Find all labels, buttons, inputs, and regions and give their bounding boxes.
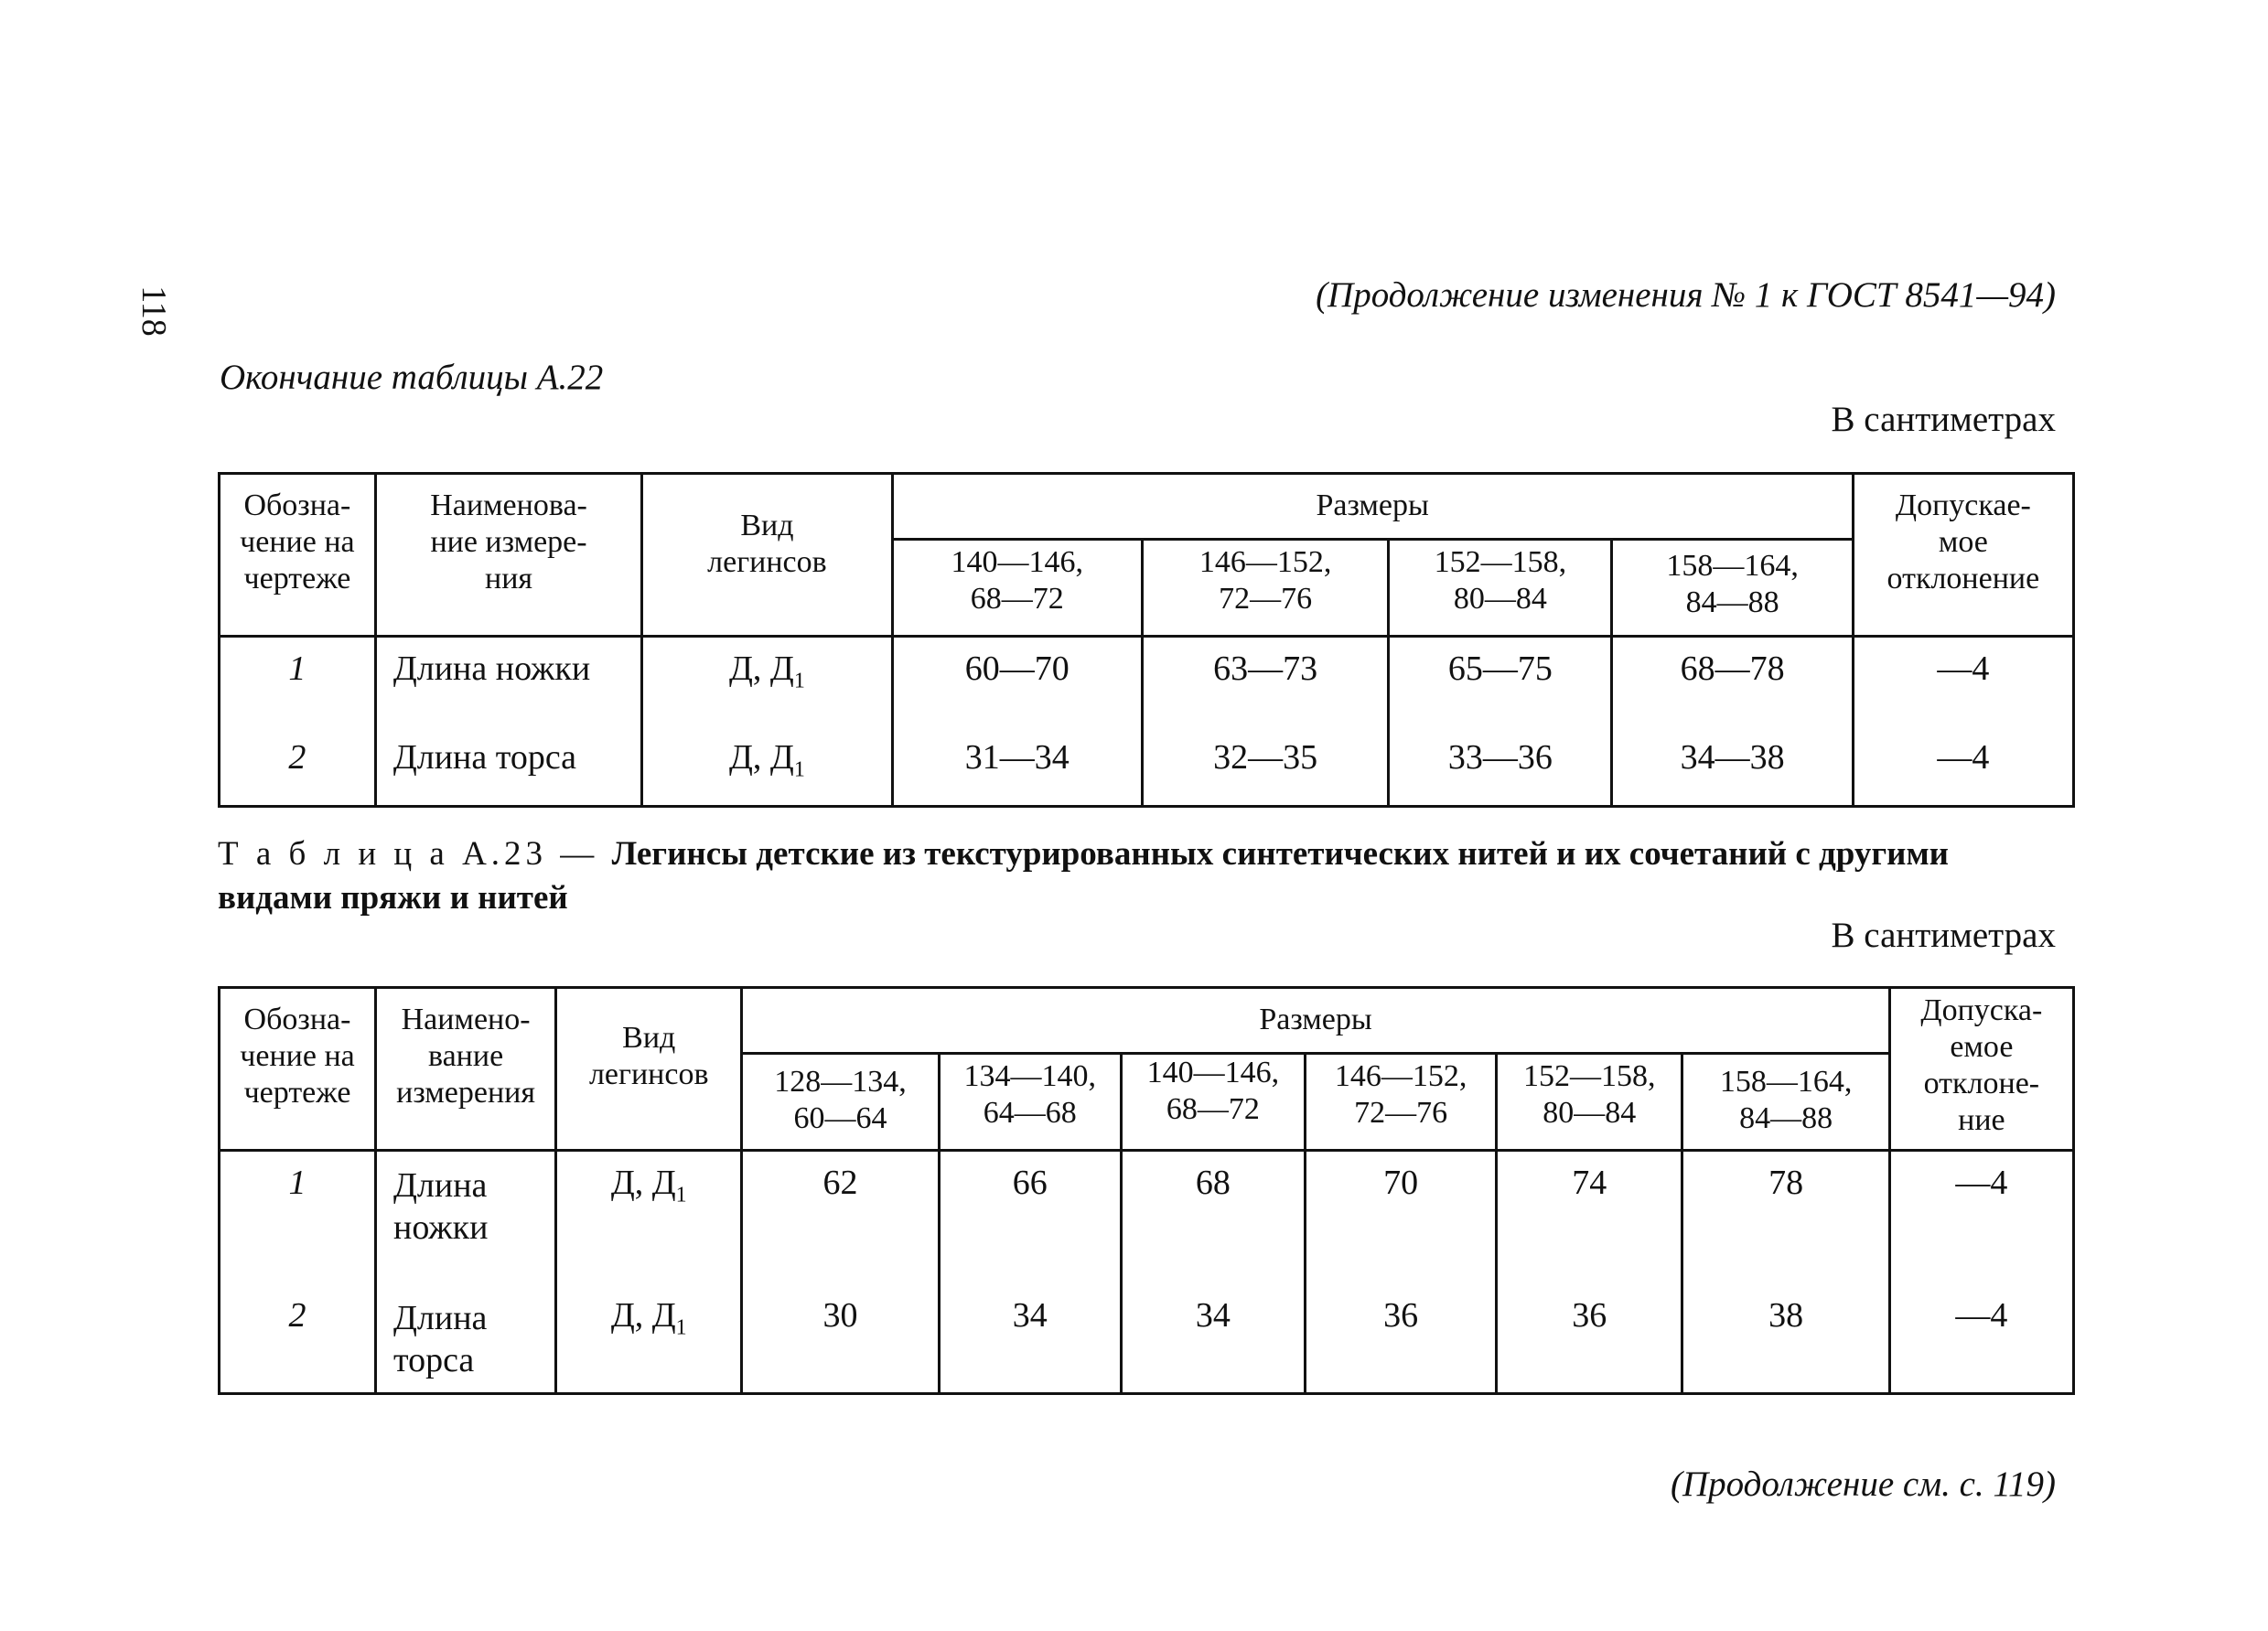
table-a23-title [218,832,2057,920]
row-leggings-kind: Д, $Д_1$ [556,1151,742,1284]
row-designation: 2 [220,726,376,807]
row-designation: 2 [220,1284,376,1394]
row-leggings-kind: Д, $Д_1$ [642,726,892,807]
row-value: 32—35 [1142,726,1388,807]
row-value: 68—78 [1612,637,1853,726]
size-column-header: 158—164, 84—88 [1612,540,1853,637]
header-tolerance: Допуска- емое отклоне- ние [1889,988,2073,1151]
row-tolerance: —4 [1889,1284,2073,1394]
size-column-header: 128—134, 60—64 [742,1054,939,1151]
size-column-header: 152—158, 80—84 [1389,540,1612,637]
row-value: 34—38 [1612,726,1853,807]
row-value: 63—73 [1142,637,1388,726]
row-designation: 1 [220,637,376,726]
row-tolerance: —4 [1889,1151,2073,1284]
row-tolerance: —4 [1853,726,2073,807]
row-measurement-name: Длина торса [376,1284,556,1394]
row-tolerance: —4 [1853,637,2073,726]
table-a22 [218,472,2075,808]
row-value: 68 [1121,1151,1305,1284]
size-column-header: 146—152, 72—76 [1305,1054,1496,1151]
row-value: 30 [742,1284,939,1394]
row-measurement-name: Длина ножки [375,637,641,726]
size-column-header: 158—164, 84—88 [1682,1054,1889,1151]
row-value: 33—36 [1389,726,1612,807]
row-leggings-kind: Д, $Д_1$ [642,637,892,726]
page-number: 118 [134,285,173,337]
row-value: 62 [742,1151,939,1284]
size-column-header: 134—140, 64—68 [939,1054,1121,1151]
row-value: 34 [939,1284,1121,1394]
row-value: 31—34 [892,726,1142,807]
header-kind: Вид легинсов [642,474,892,637]
footer-note: (Продолжение см. с. 119) [1671,1465,2056,1504]
header-sizes: Размеры [742,988,1889,1054]
row-value: 66 [939,1151,1121,1284]
header-name: Наимено- вание измерения [376,988,556,1151]
table-a23-units: В сантиметрах [1831,916,2056,955]
table-a22-units: В сантиметрах [1831,400,2056,439]
size-column-header: 140—146, 68—72 [892,540,1142,637]
row-leggings-kind: Д, $Д_1$ [556,1284,742,1394]
row-value: 36 [1305,1284,1496,1394]
header-kind: Вид легинсов [556,988,742,1151]
row-measurement-name: Длина ножки [376,1151,556,1284]
header-sizes: Размеры [892,474,1853,540]
row-value: 38 [1682,1284,1889,1394]
size-column-header: 152—158, 80—84 [1497,1054,1682,1151]
row-value: 65—75 [1389,637,1612,726]
header-note: (Продолжение изменения № 1 к ГОСТ 8541—94) [1316,275,2056,315]
header-designation: Обозна- чение на чертеже [220,474,376,637]
table-a23-label: Т а б л и ц а А.23 — [218,835,612,873]
row-value: 70 [1305,1151,1496,1284]
size-column-header: 146—152, 72—76 [1142,540,1388,637]
table-a23 [218,986,2075,1395]
table-a23-title-text: Легинсы детские из текстурированных синтетических нитей и их сочетаний с другими видами пряжи и нитей [218,835,1949,917]
size-column-header: 140—146, 68—72 [1121,1054,1305,1151]
header-name: Наименова- ние измере- ния [375,474,641,637]
header-tolerance: Допускае- мое отклонение [1853,474,2073,637]
row-designation: 1 [220,1151,376,1284]
row-value: 78 [1682,1151,1889,1284]
row-measurement-name: Длина торса [375,726,641,807]
row-value: 74 [1497,1151,1682,1284]
table-a22-caption: Окончание таблицы А.22 [220,358,604,397]
row-value: 60—70 [892,637,1142,726]
row-value: 34 [1121,1284,1305,1394]
row-value: 36 [1497,1284,1682,1394]
header-designation: Обозна- чение на чертеже [220,988,376,1151]
